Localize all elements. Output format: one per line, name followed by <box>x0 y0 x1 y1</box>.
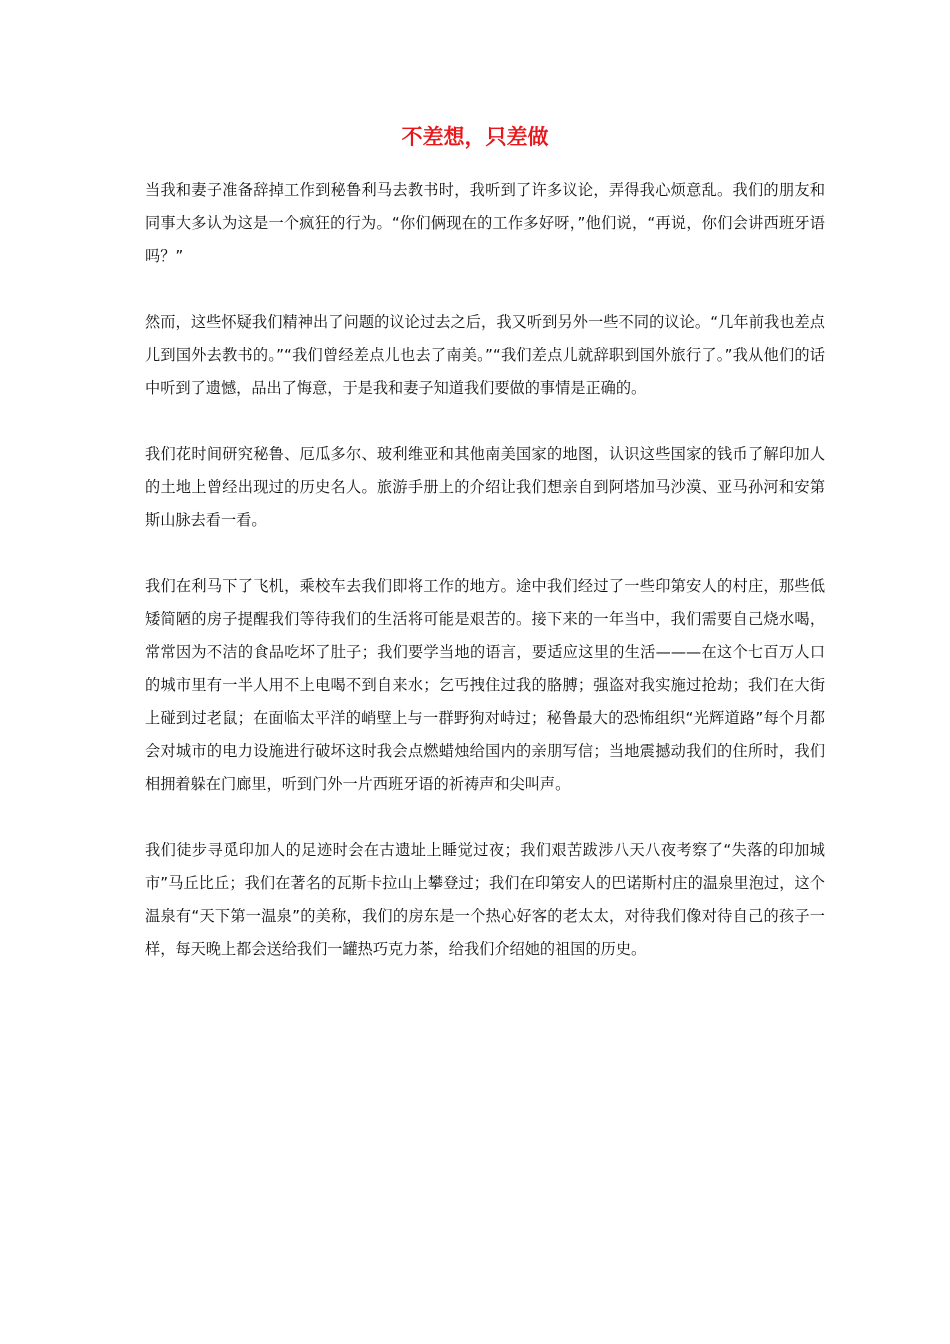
paragraph-2: 然而，这些怀疑我们精神出了问题的议论过去之后，我又听到另外一些不同的议论。“几年前我也差点儿到国外去教书的。”“我们曾经差点儿也去了南美。”“我们差点儿就辞职到国外旅行了。”我从他们的话中听到了遗憾，品出了悔意，于是我和妻子知道我们要做的事情是正确的。 <box>145 313 825 397</box>
paragraph-3: 我们花时间研究秘鲁、厄瓜多尔、玻利维亚和其他南美国家的地图，认识这些国家的钱币了解印加人的土地上曾经出现过的历史名人。旅游手册上的介绍让我们想亲自到阿塔加马沙漠、亚马孙河和安第斯山脉去看一看。 <box>145 445 825 529</box>
document-title: 不差想，只差做 <box>401 125 549 149</box>
paragraph-4: 我们在利马下了飞机，乘校车去我们即将工作的地方。途中我们经过了一些印第安人的村庄，那些低矮简陋的房子提醒我们等待我们的生活将可能是艰苦的。接下来的一年当中，我们需要自己烧水喝，常常因为不洁的食品吃坏了肚子；我们要学当地的语言，要适应这里的生活———在这个七百万人口的城市里有一半人用不上电喝不到自来水；乞丐拽住过我的胳膊；强盗对我实施过抢劫；我们在大街上碰到过老鼠；在面临太平洋的峭壁上与一群野狗对峙过；秘鲁最大的恐怖组织“光辉道路”每个月都会对城市的电力设施进行破坏这时我会点燃蜡烛给国内的亲朋写信；当地震撼动我们的住所时，我们相拥着躲在门廊里，听到门外一片西班牙语的祈祷声和尖叫声。 <box>145 577 825 793</box>
document-body <box>145 174 825 999</box>
paragraph-1: 当我和妻子准备辞掉工作到秘鲁利马去教书时，我听到了许多议论，弄得我心烦意乱。我们的朋友和同事大多认为这是一个疯狂的行为。“你们俩现在的工作多好呀，”他们说，“再说，你们会讲西班牙语吗？” <box>145 181 825 265</box>
paragraph-5: 我们徒步寻觅印加人的足迹时会在古遗址上睡觉过夜；我们艰苦跋涉八天八夜考察了“失落的印加城市”马丘比丘；我们在著名的瓦斯卡拉山上攀登过；我们在印第安人的巴诺斯村庄的温泉里泡过，这个温泉有“天下第一温泉”的美称，我们的房东是一个热心好客的老太太，对待我们像对待自己的孩子一样，每天晚上都会送给我们一罐热巧克力茶，给我们介绍她的祖国的历史。 <box>145 841 825 958</box>
